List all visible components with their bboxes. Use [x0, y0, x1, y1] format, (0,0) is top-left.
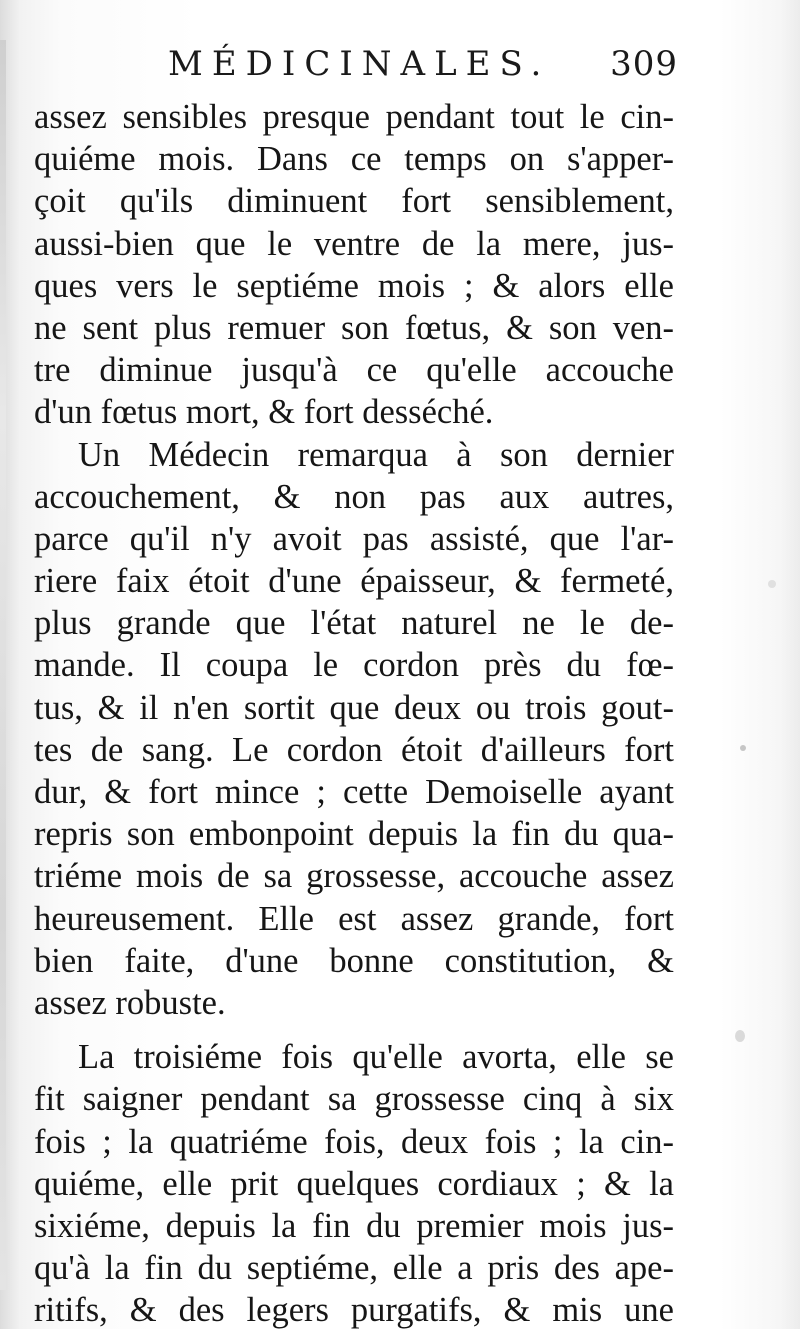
- text-line: heureusement. Elle est assez grande, fort: [34, 899, 674, 938]
- text-line: ques vers le septiéme mois ; & alors elle: [34, 266, 674, 305]
- text-line: riere faix étoit d'une épaisseur, & fermeté,: [34, 562, 674, 601]
- paragraph-3: [34, 1036, 674, 1329]
- page-number: 309: [610, 44, 678, 84]
- text-line: bien faite, d'une bonne constitution, &: [34, 941, 674, 980]
- text-line: d'un fœtus mort, & fort desséché.: [34, 393, 494, 432]
- text-line: ritifs, & des legers purgatifs, & mis une: [34, 1291, 674, 1329]
- text-line: Un Médecin remarqua à son dernier: [78, 435, 674, 474]
- running-title: MÉDICINALES.: [168, 44, 551, 84]
- text-line: quiéme mois. Dans ce temps on s'apper-: [34, 140, 674, 179]
- text-line: assez robuste.: [34, 983, 226, 1022]
- paragraph-spacer: [34, 1024, 674, 1036]
- body-text: [34, 96, 674, 1329]
- text-line: tus, & il n'en sortit que deux ou trois gout-: [34, 688, 674, 727]
- text-line: ne sent plus remuer son fœtus, & son ven-: [34, 308, 674, 347]
- text-line: assez sensibles presque pendant tout le cin-: [34, 98, 674, 136]
- text-line: çoit qu'ils diminuent fort sensiblement,: [34, 182, 674, 221]
- text-line: La troisiéme fois qu'elle avorta, elle se: [78, 1038, 674, 1077]
- text-line: fit saigner pendant sa grossesse cinq à six: [34, 1080, 674, 1119]
- paragraph-1: [34, 96, 674, 434]
- text-line: accouchement, & non pas aux autres,: [34, 477, 674, 516]
- text-line: qu'à la fin du septiéme, elle a pris des ape-: [34, 1249, 674, 1288]
- text-line: repris son embonpoint depuis la fin du qua-: [34, 815, 674, 854]
- text-line: triéme mois de sa grossesse, accouche assez: [34, 857, 674, 896]
- paper-speck: [735, 1030, 745, 1042]
- text-line: tes de sang. Le cordon étoit d'ailleurs fort: [34, 730, 674, 769]
- text-line: aussi-bien que le ventre de la mere, jus-: [34, 224, 674, 263]
- text-line: tre diminue jusqu'à ce qu'elle accouche: [34, 351, 674, 390]
- text-line: parce qu'il n'y avoit pas assisté, que l'ar-: [34, 519, 674, 558]
- page-header: [38, 44, 678, 92]
- text-line: mande. Il coupa le cordon près du fœ-: [34, 646, 674, 685]
- paper-speck: [768, 580, 776, 588]
- text-line: plus grande que l'état naturel ne le de-: [34, 604, 674, 643]
- paper-speck: [740, 745, 746, 751]
- binding-gutter: [0, 40, 6, 1290]
- paragraph-2: [34, 434, 674, 1025]
- text-line: fois ; la quatriéme fois, deux fois ; la cin-: [34, 1122, 674, 1161]
- text-line: quiéme, elle prit quelques cordiaux ; & la: [34, 1164, 674, 1203]
- text-line: sixiéme, depuis la fin du premier mois jus-: [34, 1206, 674, 1245]
- text-line: dur, & fort mince ; cette Demoiselle ayant: [34, 773, 674, 811]
